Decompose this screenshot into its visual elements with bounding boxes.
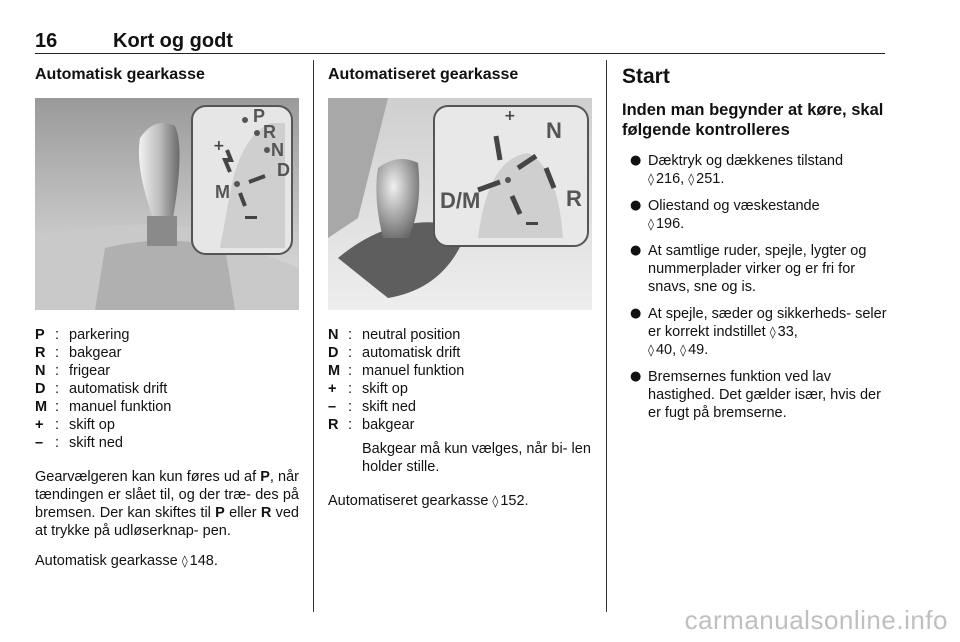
legend-key: – xyxy=(328,399,337,415)
page-reference[interactable]: 49. xyxy=(688,342,709,358)
legend-desc: skift ned xyxy=(362,399,416,415)
legend-desc: automatisk drift xyxy=(69,381,168,397)
watermark: carmanualsonline.info xyxy=(684,605,948,635)
list-item: ● At samtlige ruder, spejle, lygter og nummerplader virker og er fri for snavs, sne og is. xyxy=(622,242,892,296)
page-reference[interactable]: 33, xyxy=(777,324,798,340)
label-r: R xyxy=(263,122,276,142)
legend-item: – : skift ned xyxy=(35,434,299,452)
gear-lever-illustration xyxy=(328,98,592,310)
column-divider xyxy=(313,60,314,612)
legend-desc: skift op xyxy=(362,381,408,397)
list-item: ● Bremsernes funktion ved lav hastighed. Det gælder især, hvis der er fugt på bremserne. xyxy=(622,368,892,422)
plus-icon: + xyxy=(504,108,516,124)
bullet-icon: ● xyxy=(630,198,642,213)
legend-key: R xyxy=(328,417,339,433)
label-n: N xyxy=(271,140,284,160)
reference-arrow-icon: ◊ xyxy=(680,343,687,357)
legend-key: P xyxy=(35,327,45,343)
chapter-title: Kort og godt xyxy=(113,30,233,52)
gear-lever-figure xyxy=(328,98,592,310)
reference-arrow-icon: ◊ xyxy=(769,325,776,339)
legend-key: R xyxy=(35,345,46,361)
label-r: R xyxy=(566,186,582,211)
column-divider xyxy=(606,60,607,612)
legend-key: D xyxy=(35,381,46,397)
list-item: ● At spejle, sæder og sikkerheds- seler er korrekt indstillet ◊ 33, ◊ 40, ◊ 49. xyxy=(622,305,892,359)
legend-key: M xyxy=(35,399,48,415)
legend-key: + xyxy=(328,381,337,397)
page-number: 16 xyxy=(35,30,58,52)
legend-item: + : skift op xyxy=(328,380,592,398)
list-item: ● Oliestand og væskestande ◊ 196. xyxy=(622,197,892,233)
cross-reference[interactable]: Automatiseret gearkasse ◊ 152. xyxy=(328,493,529,509)
legend-desc: neutral position xyxy=(362,327,461,343)
legend-item: D : automatisk drift xyxy=(328,344,592,362)
legend-item: + : skift op xyxy=(35,416,299,434)
legend-desc: automatisk drift xyxy=(362,345,461,361)
legend-desc: manuel funktion xyxy=(69,399,172,415)
section-title: Automatisk gearkasse xyxy=(35,66,205,83)
page-reference[interactable]: 251. xyxy=(696,171,725,187)
list-item: ● Dæktryk og dækkenes tilstand ◊ 216, ◊ 251. xyxy=(622,152,892,188)
minus-icon xyxy=(245,216,257,219)
section-title: Automatiseret gearkasse xyxy=(328,66,519,83)
reference-arrow-icon: ◊ xyxy=(648,172,654,186)
bullet-icon: ● xyxy=(630,243,642,258)
legend-item: N : frigear xyxy=(35,362,299,380)
label-d: D xyxy=(277,160,290,180)
legend-desc: bakgear xyxy=(69,345,122,361)
legend-item: R : bakgear xyxy=(35,344,299,362)
page-header xyxy=(35,30,885,52)
legend-key: N xyxy=(328,327,339,343)
legend-item: D : automatisk drift xyxy=(35,380,299,398)
legend-note: Bakgear må kun vælges, når bi- len holder stille. xyxy=(362,441,591,475)
reference-arrow-icon: ◊ xyxy=(492,494,499,508)
legend-item: N : neutral position xyxy=(328,326,592,344)
column-automatic-gearbox xyxy=(35,60,299,570)
section-subtitle: Inden man begynder at køre, skal følgende kontrolleres xyxy=(622,101,884,139)
legend-item: R : bakgear xyxy=(328,416,592,434)
reference-arrow-icon: ◊ xyxy=(648,343,654,357)
column-start xyxy=(622,60,892,431)
legend-desc: parkering xyxy=(69,327,130,343)
bullet-icon: ● xyxy=(630,153,642,168)
label-p: P xyxy=(253,106,266,126)
checklist xyxy=(622,152,892,422)
bullet-icon: ● xyxy=(630,306,642,321)
legend-item: – : skift ned xyxy=(328,398,592,416)
bullet-icon: ● xyxy=(630,369,642,384)
label-n: N xyxy=(546,118,562,143)
reference-arrow-icon: ◊ xyxy=(181,554,188,568)
plus-icon: + xyxy=(213,138,225,154)
page-reference[interactable]: 40, xyxy=(655,342,677,358)
label-dm: D/M xyxy=(440,188,481,213)
page-reference[interactable]: 196. xyxy=(655,216,685,232)
cross-reference[interactable]: Automatisk gearkasse ◊ 148. xyxy=(35,553,218,569)
legend-list xyxy=(35,326,299,452)
legend-item: M : manuel funktion xyxy=(328,362,592,380)
legend-key: M xyxy=(328,363,341,379)
legend-item: P : parkering xyxy=(35,326,299,344)
section-title: Start xyxy=(622,65,670,88)
legend-key: + xyxy=(35,417,44,433)
reference-arrow-icon: ◊ xyxy=(648,217,654,231)
header-rule xyxy=(35,53,885,54)
column-automated-gearbox xyxy=(328,60,592,510)
legend-key: N xyxy=(35,363,46,379)
minus-icon xyxy=(526,222,538,225)
legend-key: – xyxy=(35,435,44,451)
legend-key: D xyxy=(328,345,339,361)
page-reference[interactable]: 216, xyxy=(655,171,685,187)
legend-desc: manuel funktion xyxy=(362,363,465,379)
legend-desc: skift op xyxy=(69,417,115,433)
legend-desc: frigear xyxy=(69,363,111,379)
legend-desc: skift ned xyxy=(69,435,123,451)
reference-arrow-icon: ◊ xyxy=(688,172,695,186)
legend-item: M : manuel funktion xyxy=(35,398,299,416)
gear-lever-illustration xyxy=(35,98,299,310)
legend-list xyxy=(328,326,592,434)
gear-lever-figure xyxy=(35,98,299,310)
legend-desc: bakgear xyxy=(362,417,415,433)
body-paragraph: Gearvælgeren kan kun føres ud af P, når tændingen er slået til, og der træ- des på bremsen. Der kan skiftes til P eller R ved at trykke på udløserknap- pen. xyxy=(35,469,299,539)
label-m: M xyxy=(215,182,230,202)
